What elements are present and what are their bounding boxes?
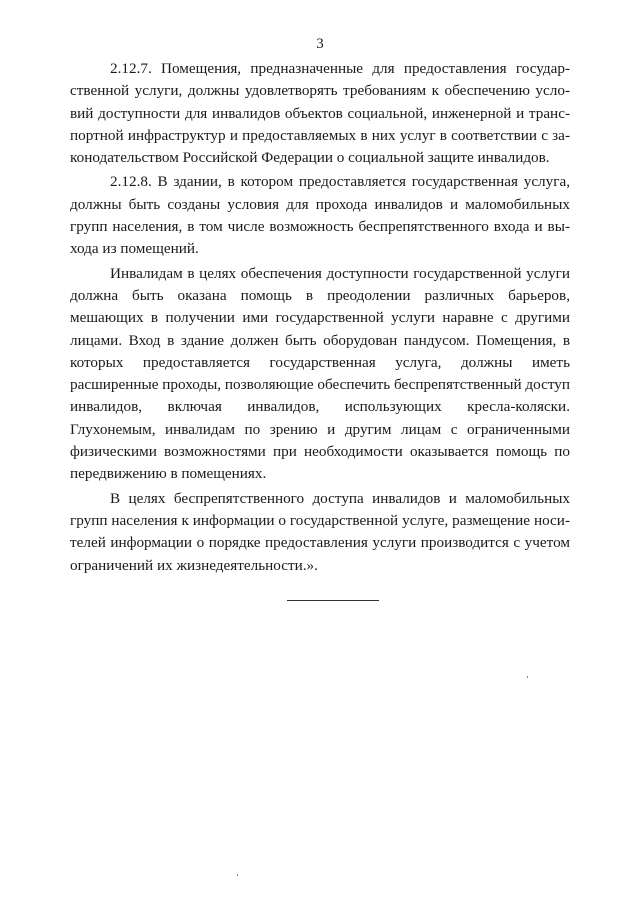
document-body xyxy=(70,58,570,579)
scan-speck xyxy=(527,676,528,678)
paragraph-2-12-8: 2.12.8. В здании, в котором предоставляется государственная услуга, должны быть созданы условия для прохода инвалидов и маломобильных групп населения, в том числе возможность беспрепятственного входа и выхода из помещений. xyxy=(70,173,570,258)
scan-speck xyxy=(237,874,238,876)
paragraph-2-12-7: 2.12.7. Помещения, предназначенные для предоставления государственной услуги, должны удовлетворять требованиям к обеспечению условий доступности для инвалидов объектов социальной, инженерной и транспортной инфраструктур и предоставляемых в них услуг в соответствии с законодательством Российской Федерации о социальной защите инвалидов. xyxy=(70,60,570,167)
end-separator-line xyxy=(287,600,379,601)
paragraph-accessibility-assistance: Инвалидам в целях обеспечения доступности государственной услуги должна быть оказана помощь в преодолении различных барьеров, мешающих в получении ими государственной услуги наравне с другими лицами. Вход в здание должен быть оборудован пандусом. Помещения, в которых предоставляется государственная услуга, должны иметь расширенные проходы, позволяющие обеспечить беспрепятственный доступ инвалидов, включая инвалидов, использующих кресла-коляски. Глухонемым, инвалидам по зрению и другим лицам с ограниченными физическими возможностями при необходимости оказывается помощь по передвижению в помещениях. xyxy=(70,264,570,483)
page-number: 3 xyxy=(316,36,324,52)
paragraph-information-access: В целях беспрепятственного доступа инвалидов и маломобильных групп населения к информации о государственной услуге, размещение носителей информации о порядке предоставления услуги производится с учетом ограничений их жизнедеятельности.». xyxy=(70,489,570,574)
